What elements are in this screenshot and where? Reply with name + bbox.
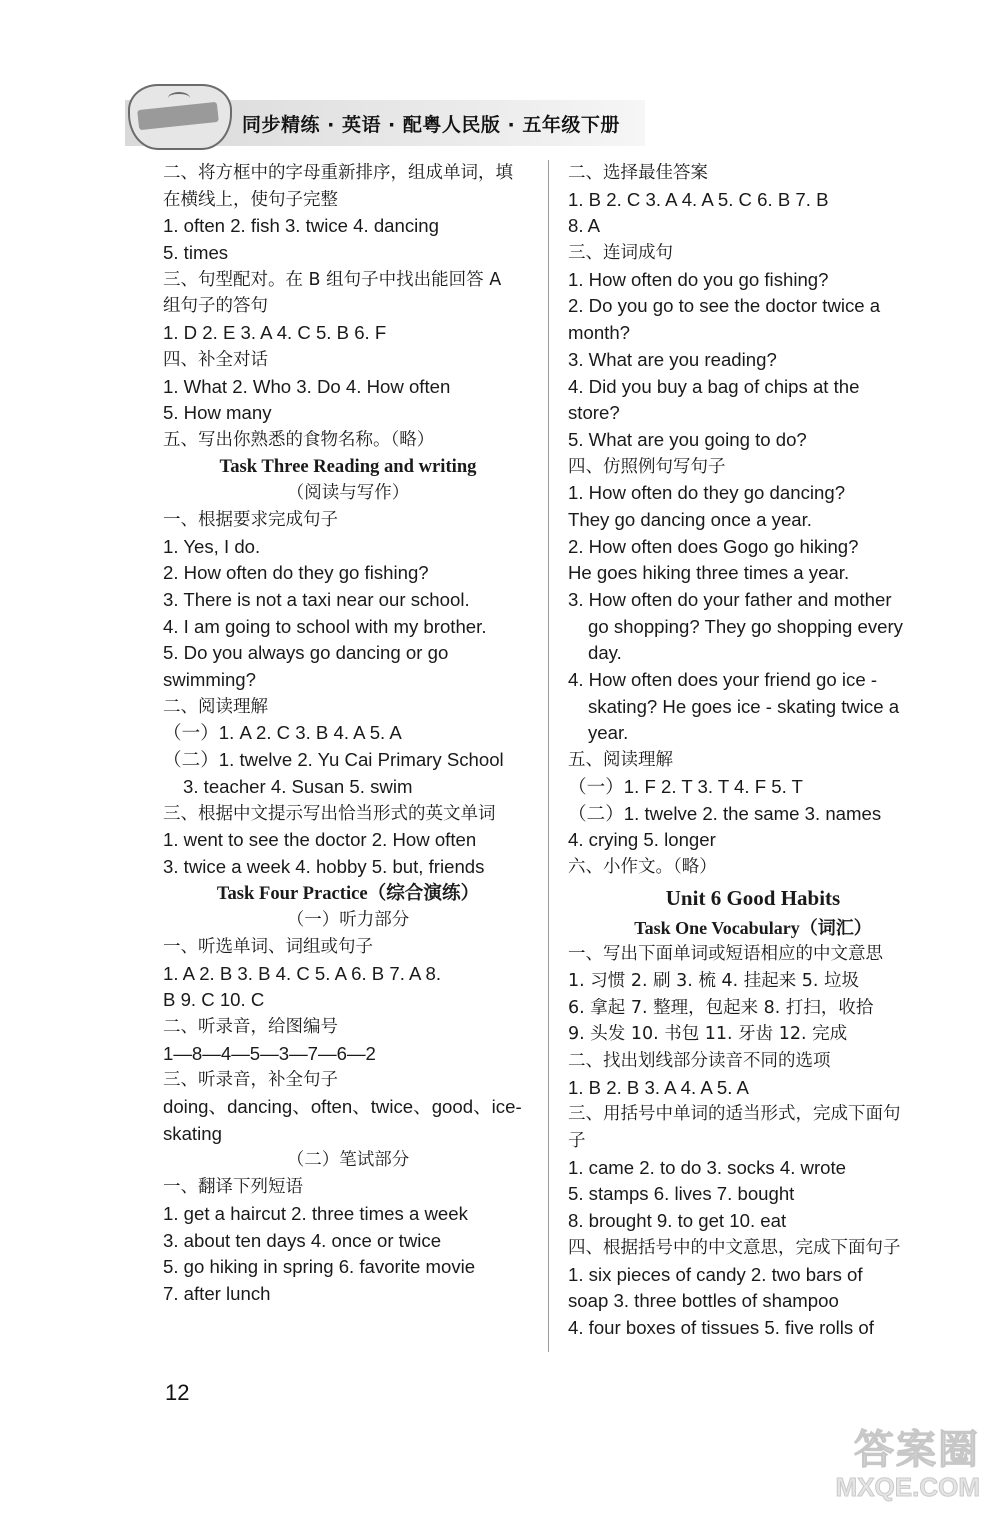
answer-line: 1. Yes, I do. bbox=[163, 535, 261, 557]
answer-line: 四、根据括号中的中文意思，完成下面句子 bbox=[568, 1237, 901, 1258]
page-number: 12 bbox=[165, 1380, 190, 1405]
answer-line: 子 bbox=[568, 1131, 586, 1152]
answer-line: 9. 头发 10. 书包 11. 牙齿 12. 完成 bbox=[568, 1024, 848, 1045]
answer-line: 4. Did you buy a bag of chips at the bbox=[568, 375, 860, 397]
answer-line: 五、写出你熟悉的食物名称。（略） bbox=[163, 429, 435, 450]
logo-banner-shape bbox=[137, 102, 219, 130]
answer-line: skating? He goes ice - skating twice a bbox=[588, 695, 900, 717]
answer-line: 1. What 2. Who 3. Do 4. How often bbox=[163, 375, 451, 397]
answer-line: 6. 拿起 7. 整理，包起来 8. 打扫，收拾 bbox=[568, 997, 874, 1018]
answer-line: 三、听录音，补全句子 bbox=[163, 1070, 338, 1091]
series-logo bbox=[128, 84, 232, 150]
answer-line: 五、阅读理解 bbox=[568, 750, 673, 771]
answer-line: 三、句型配对。在 B 组句子中找出能回答 A bbox=[163, 269, 502, 290]
answer-line: 组句子的答句 bbox=[163, 296, 268, 317]
answer-line: 4. How often does your friend go ice - bbox=[568, 669, 878, 691]
answer-line: 四、仿照例句写句子 bbox=[568, 456, 726, 477]
answer-line: （二）笔试部分 bbox=[286, 1150, 410, 1171]
answer-line: （阅读与写作） bbox=[286, 483, 410, 504]
answer-line: He goes hiking three times a year. bbox=[568, 562, 850, 584]
answer-line: 3. How often do your father and mother bbox=[568, 589, 892, 610]
answer-line: They go dancing once a year. bbox=[568, 508, 812, 530]
answer-line: Task One Vocabulary（词汇） bbox=[634, 917, 872, 938]
answer-line: 1. get a haircut 2. three times a week bbox=[163, 1202, 468, 1224]
answer-line: 5. times bbox=[163, 242, 229, 264]
answer-line: 7. after lunch bbox=[163, 1282, 271, 1304]
answer-line: 1. B 2. B 3. A 4. A 5. A bbox=[568, 1076, 749, 1098]
answer-line: day. bbox=[588, 642, 622, 664]
answer-line: 1. came 2. to do 3. socks 4. wrote bbox=[568, 1156, 847, 1178]
answer-line: 5. How many bbox=[163, 402, 272, 424]
answer-line: 1. How often do you go fishing? bbox=[568, 268, 829, 290]
answer-line: 1. often 2. fish 3. twice 4. dancing bbox=[163, 215, 439, 237]
answer-line: 一、写出下面单词或短语相应的中文意思 bbox=[568, 944, 883, 965]
answer-line: （一）1. F 2. T 3. T 4. F 5. T bbox=[568, 775, 803, 797]
book-header-title: 同步精练 · 英语 · 配粤人民版 · 五年级下册 bbox=[242, 114, 620, 136]
answer-line: 一、翻译下列短语 bbox=[163, 1177, 303, 1198]
answer-line: （二）1. twelve 2. Yu Cai Primary School bbox=[163, 749, 504, 771]
answer-line: 1—8—4—5—3—7—6—2 bbox=[163, 1042, 376, 1064]
answer-line: 1. How often do they go dancing? bbox=[568, 482, 846, 504]
answer-line: （一）听力部分 bbox=[286, 910, 410, 931]
answer-line: 5. What are you going to do? bbox=[568, 428, 807, 450]
answer-line: 1. A 2. B 3. B 4. C 5. A 6. B 7. A 8. bbox=[163, 962, 442, 984]
column-divider bbox=[548, 160, 549, 1352]
answer-line: 二、找出划线部分读音不同的选项 bbox=[568, 1051, 831, 1071]
answer-line: 5. Do you always go dancing or go bbox=[163, 642, 449, 664]
answer-line: swimming? bbox=[163, 669, 256, 691]
watermark bbox=[810, 1418, 980, 1510]
answer-line: 4. four boxes of tissues 5. five rolls of bbox=[568, 1316, 874, 1338]
answer-line: 1. 习惯 2. 刷 3. 梳 4. 挂起来 5. 垃圾 bbox=[568, 970, 860, 991]
watermark-url: MXQE.COM bbox=[835, 1472, 980, 1502]
answer-line: （一）1. A 2. C 3. B 4. A 5. A bbox=[163, 722, 402, 744]
answer-line: soap 3. three bottles of shampoo bbox=[568, 1290, 839, 1312]
answer-line: B 9. C 10. C bbox=[163, 989, 265, 1011]
answer-line: Task Three Reading and writing bbox=[219, 455, 477, 477]
answer-line: 3. There is not a taxi near our school. bbox=[163, 589, 470, 610]
answer-line: 2. How often do they go fishing? bbox=[163, 562, 429, 584]
answer-line: 4. I am going to school with my brother. bbox=[163, 615, 487, 637]
answer-line: month? bbox=[568, 322, 631, 344]
answer-line: 三、根据中文提示写出恰当形式的英文单词 bbox=[163, 803, 496, 824]
answer-line: 3. teacher 4. Susan 5. swim bbox=[183, 775, 413, 797]
answer-line: 一、根据要求完成句子 bbox=[163, 509, 338, 530]
answer-line: 四、补全对话 bbox=[163, 349, 268, 370]
answer-line: 4. crying 5. longer bbox=[568, 829, 716, 851]
answer-line: store? bbox=[568, 402, 620, 424]
answer-line: 一、听选单词、词组或句子 bbox=[163, 936, 373, 957]
answer-line: Task Four Practice（综合演练） bbox=[216, 882, 480, 904]
answer-line: 5. go hiking in spring 6. favorite movie bbox=[163, 1256, 476, 1278]
answer-line: 二、阅读理解 bbox=[163, 696, 268, 717]
answer-line: 3. about ten days 4. once or twice bbox=[163, 1229, 442, 1251]
answer-line: 1. B 2. C 3. A 4. A 5. C 6. B 7. B bbox=[568, 188, 829, 210]
answer-line: 3. twice a week 4. hobby 5. but, friends bbox=[163, 855, 485, 877]
answer-line: 在横线上，使句子完整 bbox=[163, 189, 338, 210]
left-answer-column bbox=[163, 160, 533, 1308]
answer-line: 三、连词成句 bbox=[568, 243, 673, 264]
answer-line: 1. six pieces of candy 2. two bars of bbox=[568, 1263, 863, 1285]
answer-line: year. bbox=[588, 722, 629, 744]
answer-line: （二）1. twelve 2. the same 3. names bbox=[568, 802, 882, 824]
answer-line: Unit 6 Good Habits bbox=[665, 885, 841, 910]
answer-line: 二、选择最佳答案 bbox=[568, 163, 708, 183]
answer-line: 2. How often does Gogo go hiking? bbox=[568, 535, 859, 557]
answer-line: 二、听录音，给图编号 bbox=[163, 1017, 338, 1037]
watermark-logo: 答案圈 bbox=[854, 1427, 980, 1473]
answer-line: doing、dancing、often、twice、good、ice- bbox=[163, 1096, 522, 1118]
answer-line: 2. Do you go to see the doctor twice a bbox=[568, 295, 881, 317]
answer-line: skating bbox=[163, 1122, 222, 1144]
answer-line: 六、小作文。（略） bbox=[568, 856, 717, 877]
answer-line: go shopping? They go shopping every bbox=[588, 615, 903, 637]
answer-line: 5. stamps 6. lives 7. bought bbox=[568, 1183, 795, 1205]
answer-line: 1. D 2. E 3. A 4. C 5. B 6. F bbox=[163, 322, 387, 344]
answer-line: 8. brought 9. to get 10. eat bbox=[568, 1210, 787, 1232]
logo-crown-shape bbox=[168, 92, 190, 104]
answer-line: 1. went to see the doctor 2. How often bbox=[163, 829, 477, 851]
right-answer-column bbox=[568, 160, 938, 1342]
answer-line: 二、将方框中的字母重新排序，组成单词，填 bbox=[163, 163, 513, 183]
answer-line: 8. A bbox=[568, 215, 601, 237]
answer-line: 三、用括号中单词的适当形式，完成下面句 bbox=[568, 1104, 901, 1125]
answer-line: 3. What are you reading? bbox=[568, 348, 777, 370]
